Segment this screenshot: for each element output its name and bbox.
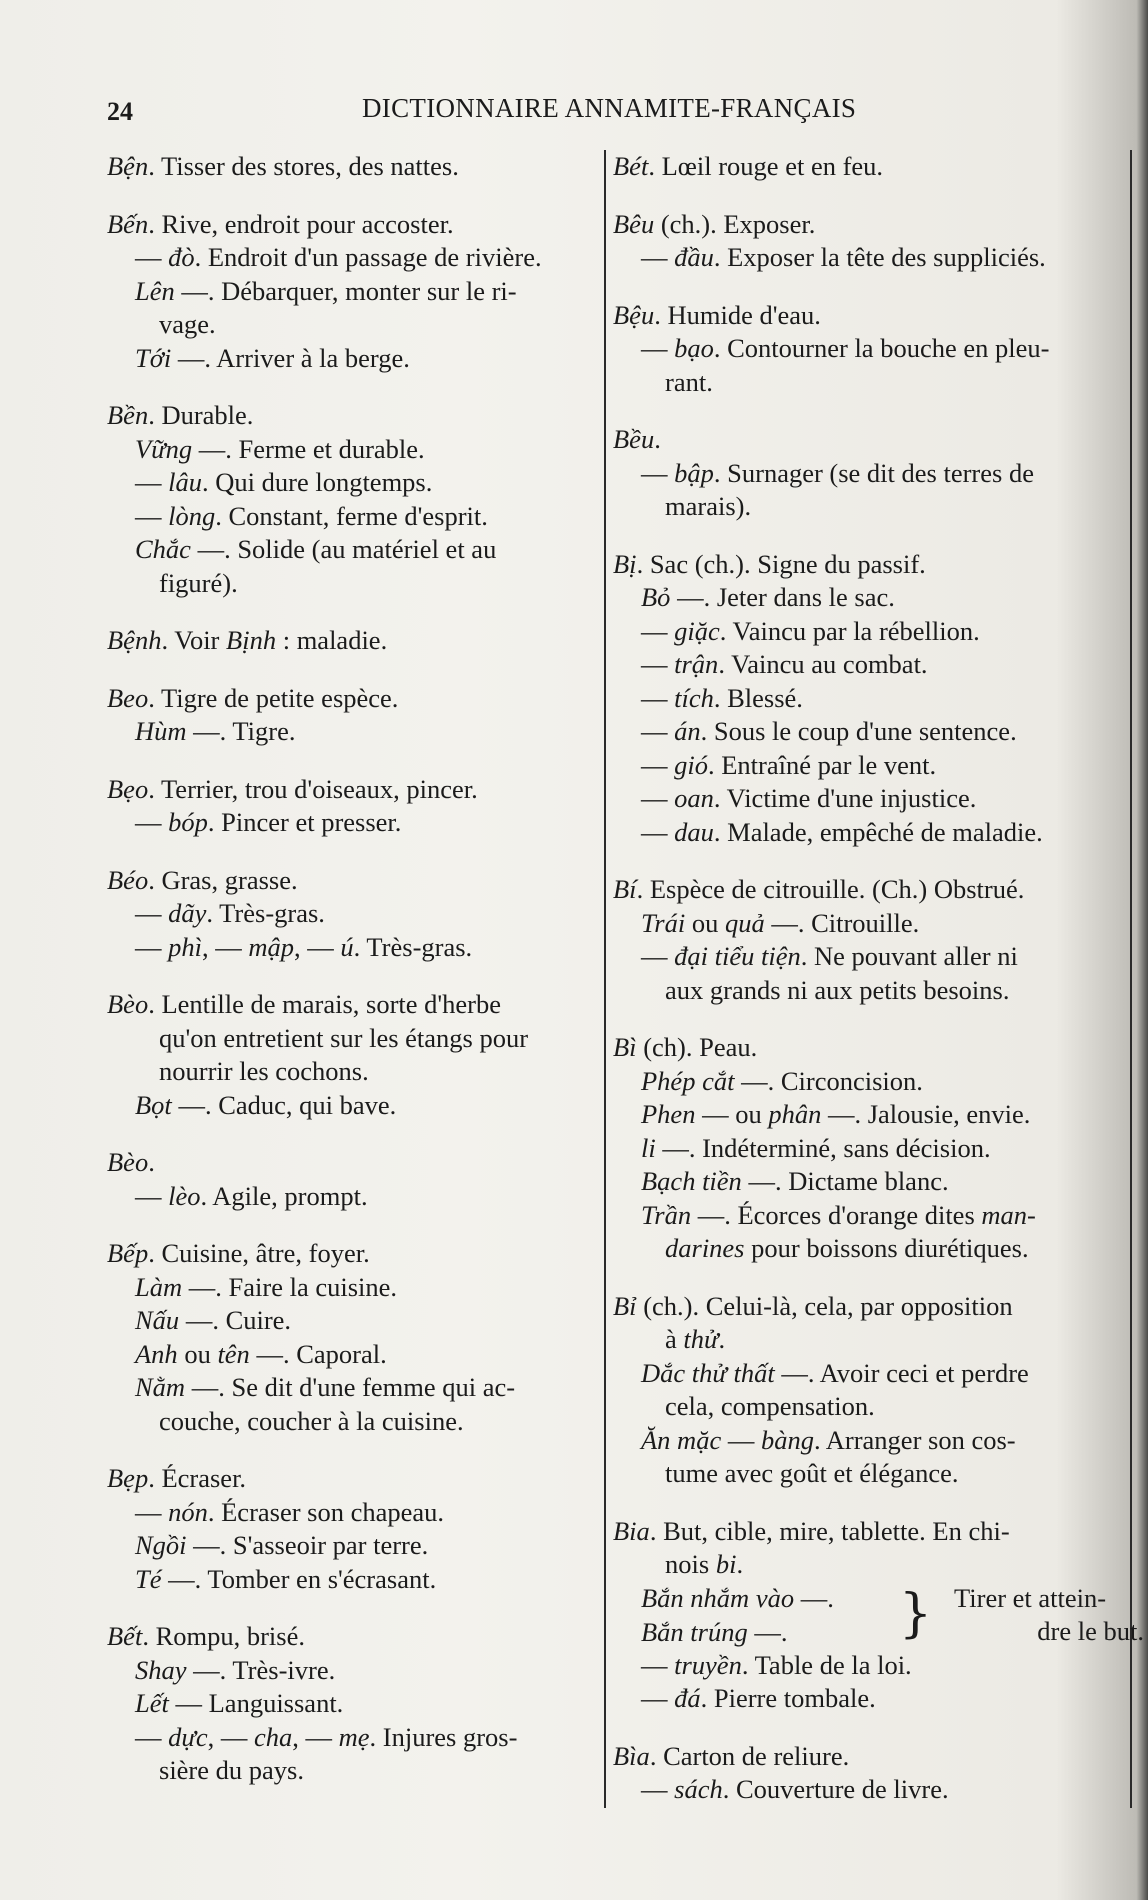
headword: Bệnh: [107, 625, 162, 655]
definition: . Durable.: [148, 400, 254, 430]
sub-entry: — lâu. Qui dure longtemps.: [135, 467, 433, 497]
entry-ben-2: [107, 208, 597, 376]
continuation-line: aux grands ni aux petits besoins.: [665, 974, 1010, 1005]
sub-entry: — lòng. Constant, ferme d'esprit.: [135, 500, 488, 531]
headword: Bệu: [613, 299, 655, 330]
headword: Bét: [613, 151, 649, 181]
left-column: [107, 150, 597, 1812]
sub-entry: Lết — Languissant.: [135, 1688, 344, 1718]
sub-entry: — lèo. Agile, prompt.: [135, 1180, 368, 1211]
sub-entry: Ăn mặc — bàng. Arranger son cos-: [641, 1424, 1016, 1455]
sub-entry: Chắc —. Solide (au matériel et au: [135, 534, 497, 564]
sub-entry: — đầu. Exposer la tête des suppliciés.: [641, 242, 1046, 272]
brace-icon: }: [899, 1583, 933, 1644]
continuation-line: cela, compensation.: [665, 1391, 875, 1421]
sub-entry: — phì, — mập, — ú. Très-gras.: [135, 931, 473, 962]
sub-entry: — đá. Pierre tombale.: [641, 1683, 876, 1713]
sub-entry: Lên —. Débarquer, monter sur le ri-: [135, 275, 517, 306]
sub-entry: Hùm —. Tigre.: [135, 716, 296, 746]
entry-beo-1: Beo. Tigre de petite espèce. Hùm —. Tigre.: [107, 682, 597, 749]
headword: Bì: [613, 1032, 637, 1062]
sub-entry: Vững —. Ferme et durable.: [135, 433, 425, 464]
sub-entry: Bạch tiền —. Dictame blanc.: [641, 1166, 949, 1196]
entry-benh: Bệnh. Voir Bịnh : maladie.: [107, 625, 388, 655]
continuation-line: rant.: [665, 366, 713, 397]
sub-entry: — oan. Victime d'une injustice.: [641, 783, 977, 813]
entry-bi-3: Bì (ch). Peau. Phép cắt —. Circoncision. Phen — ou phân —. Jalousie, envie. li —. Indéterminé, sans décision. Bạch tiền —. Dictame blanc. Trần —. Écorces d'orange dites man- darines pour boissons diurétiques.: [613, 1031, 1113, 1266]
headword: Bện: [107, 151, 149, 181]
headword: Bí: [613, 874, 637, 904]
sub-entry: — sách. Couverture de livre.: [641, 1774, 949, 1804]
headword: Bìa: [613, 1740, 650, 1771]
sub-entry: — dau. Malade, empêché de maladie.: [641, 816, 1043, 847]
running-title: DICTIONNAIRE ANNAMITE-FRANÇAIS: [362, 93, 857, 123]
sub-entry: Shay —. Très-ivre.: [135, 1654, 336, 1685]
brace-definition: Tirer et attein- dre le but.: [954, 1582, 1144, 1646]
sub-entry: — nón. Écraser son chapeau.: [135, 1496, 445, 1527]
headword: Bèo: [107, 989, 149, 1019]
sub-entry: — trận. Vaincu au combat.: [641, 649, 928, 679]
sub-entry: li —. Indéterminé, sans décision.: [641, 1132, 991, 1163]
headword: Beo: [107, 682, 149, 713]
continuation-line: nourrir les cochons.: [159, 1056, 369, 1086]
entry-beo-3: Béo. Gras, grasse. — dãy. Très-gras. — phì, — mập, — ú. Très-gras.: [107, 864, 597, 965]
sub-entry: — bập. Surnager (se dit des terres de: [641, 457, 1034, 488]
sub-entry: — dực, — cha, — mẹ. Injures gros-: [135, 1721, 518, 1752]
entry-bep-2: Bẹp. Écraser. — nón. Écraser son chapeau. Ngồi —. S'asseoir par terre. Té —. Tomber en s'écrasant.: [107, 1462, 597, 1596]
sub-entry: — đò. Endroit d'un passage de rivière.: [135, 242, 542, 272]
sub-entry: Bắn nhắm vào —.: [641, 1582, 834, 1613]
right-column: [613, 150, 1144, 1831]
entry-beu-1: Bêu (ch.). Exposer. — đầu. Exposer la tête des suppliciés.: [613, 208, 1113, 275]
headword: Bều: [613, 424, 655, 454]
sub-entry: — giặc. Vaincu par la rébellion.: [641, 615, 980, 646]
entry-ben-1: [107, 150, 597, 184]
sub-entry: Té —. Tomber en s'écrasant.: [135, 1563, 437, 1594]
continuation-line: couche, coucher à la cuisine.: [159, 1405, 464, 1436]
page-number: 24: [107, 97, 133, 126]
entry-bi-2: Bí. Espèce de citrouille. (Ch.) Obstrué. Trái ou quả —. Citrouille. — đại tiểu tiện. Ne pouvant aller ni aux grands ni aux petits besoins.: [613, 873, 1113, 1007]
sub-entry: Bỏ —. Jeter dans le sac.: [641, 582, 895, 612]
sub-entry: Trái ou quả —. Citrouille.: [641, 907, 920, 938]
brace-group: [641, 1582, 1144, 1649]
headword: Bèo: [107, 1147, 149, 1177]
continuation-line: tume avec goût et élégance.: [665, 1458, 959, 1488]
headword: Bền: [107, 400, 149, 430]
sub-entry: Phép cắt —. Circoncision.: [641, 1065, 923, 1096]
headword: Bết: [107, 1621, 143, 1651]
entry-bi-4: Bỉ (ch.). Celui-là, cela, par opposition à thử. Dắc thử thất —. Avoir ceci et perdre cela, compensation. Ăn mặc — bàng. Arranger son cos- tume avec goût et élégance.: [613, 1290, 1113, 1491]
sub-entry: Bọt —. Caduc, qui bave.: [135, 1089, 397, 1120]
headword: Bến: [107, 208, 149, 239]
entry-beo-4: Bèo. Lentille de marais, sorte d'herbe qu'on entretient sur les étangs pour nourrir les cochons. Bọt —. Caduc, qui bave.: [107, 988, 597, 1122]
sub-entry: — truyền. Table de la loi.: [641, 1649, 912, 1680]
sub-entry: Tới —. Arriver à la berge.: [135, 342, 410, 373]
sub-entry: Phen — ou phân —. Jalousie, envie.: [641, 1099, 1031, 1129]
entry-ben-3: [107, 399, 597, 600]
continuation-line: figuré).: [159, 567, 238, 598]
sub-entry: Dắc thử thất —. Avoir ceci et perdre: [641, 1357, 1029, 1388]
headword: Bia: [613, 1515, 650, 1546]
headword: Bị: [613, 548, 637, 579]
continuation-line: qu'on entretient sur les étangs pour: [159, 1022, 529, 1053]
headword: Bêu: [613, 208, 655, 239]
continuation-line: à thử.: [665, 1324, 726, 1354]
entry-beu-3: Bều. — bập. Surnager (se dit des terres de marais).: [613, 423, 1113, 524]
entry-bia-2: Bìa. Carton de reliure. — sách. Couverture de livre.: [613, 1740, 1113, 1807]
headword: Bẹo: [107, 773, 149, 804]
continuation-line: vage.: [159, 309, 216, 339]
sub-entry: — bóp. Pincer et presser.: [135, 807, 402, 837]
entry-bia-1: Bia. But, cible, mire, tablette. En chi- nois bi. Bắn nhắm vào —. Bắn trúng —. } Tirer et attein- dre le but. — truyền. Table de la loi. — đá. Pierre tombale.: [613, 1515, 1113, 1716]
headword: Béo: [107, 864, 149, 895]
sub-entry: Nấu —. Cuire.: [135, 1305, 292, 1335]
sub-entry: Nằm —. Se dit d'une femme qui ac-: [135, 1372, 516, 1402]
sub-entry: Ngồi —. S'asseoir par terre.: [135, 1530, 429, 1560]
entry-bet: Bết. Rompu, brisé. Shay —. Très-ivre. Lết — Languissant. — dực, — cha, — mẹ. Injures gros- sière du pays.: [107, 1620, 597, 1788]
entry-beo-5: Bèo. — lèo. Agile, prompt.: [107, 1146, 597, 1213]
definition: . Rive, endroit pour accoster.: [148, 208, 454, 239]
sub-entry: — gió. Entraîné par le vent.: [641, 749, 937, 780]
continuation-line: marais).: [665, 491, 752, 521]
entry-beu-2: Bệu. Humide d'eau. — bạo. Contourner la bouche en pleu- rant.: [613, 299, 1113, 400]
entry-bi-1: Bị. Sac (ch.). Signe du passif. Bỏ —. Jeter dans le sac. — giặc. Vaincu par la rébellion. — trận. Vaincu au combat. — tích. Blessé. — án. Sous le coup d'une sentence. — gió. Entraîné par le vent. — oan. Victime d'une injustice. — dau. Malade, empêché de maladie.: [613, 548, 1113, 850]
entry-beo-2: Bẹo. Terrier, trou d'oiseaux, pincer. — bóp. Pincer et presser.: [107, 773, 597, 840]
sub-entry: — tích. Blessé.: [641, 682, 803, 713]
right-margin-rule: [1130, 150, 1132, 1808]
headword: Bẹp: [107, 1463, 149, 1493]
sub-entry: — bạo. Contourner la bouche en pleu-: [641, 333, 1050, 363]
headword: Bỉ: [613, 1290, 637, 1321]
headword: Bếp: [107, 1238, 149, 1268]
sub-entry: — đại tiểu tiện. Ne pouvant aller ni: [641, 941, 1018, 971]
sub-entry: Bắn trúng —.: [641, 1616, 788, 1647]
continuation-line: darines pour boissons diurétiques.: [665, 1233, 1029, 1263]
sub-entry: — dãy. Très-gras.: [135, 898, 325, 928]
entry-bep-1: Bếp. Cuisine, âtre, foyer. Làm —. Faire la cuisine. Nấu —. Cuire. Anh ou tên —. Caporal. Nằm —. Se dit d'une femme qui ac- couche, coucher à la cuisine.: [107, 1237, 597, 1438]
sub-entry: Anh ou tên —. Caporal.: [135, 1338, 387, 1369]
page-header: [107, 93, 1107, 133]
continuation-line: nois bi.: [665, 1549, 744, 1579]
entry-bet-2: Bét. Lœil rouge et en feu.: [613, 151, 884, 181]
sub-entry: Làm —. Faire la cuisine.: [135, 1271, 398, 1302]
sub-entry: Trần —. Écorces d'orange dites man-: [641, 1199, 1036, 1230]
column-divider: [604, 150, 606, 1808]
definition: . Tisser des stores, des nattes.: [148, 151, 459, 181]
continuation-line: sière du pays.: [159, 1755, 304, 1785]
sub-entry: — án. Sous le coup d'une sentence.: [641, 716, 1017, 746]
